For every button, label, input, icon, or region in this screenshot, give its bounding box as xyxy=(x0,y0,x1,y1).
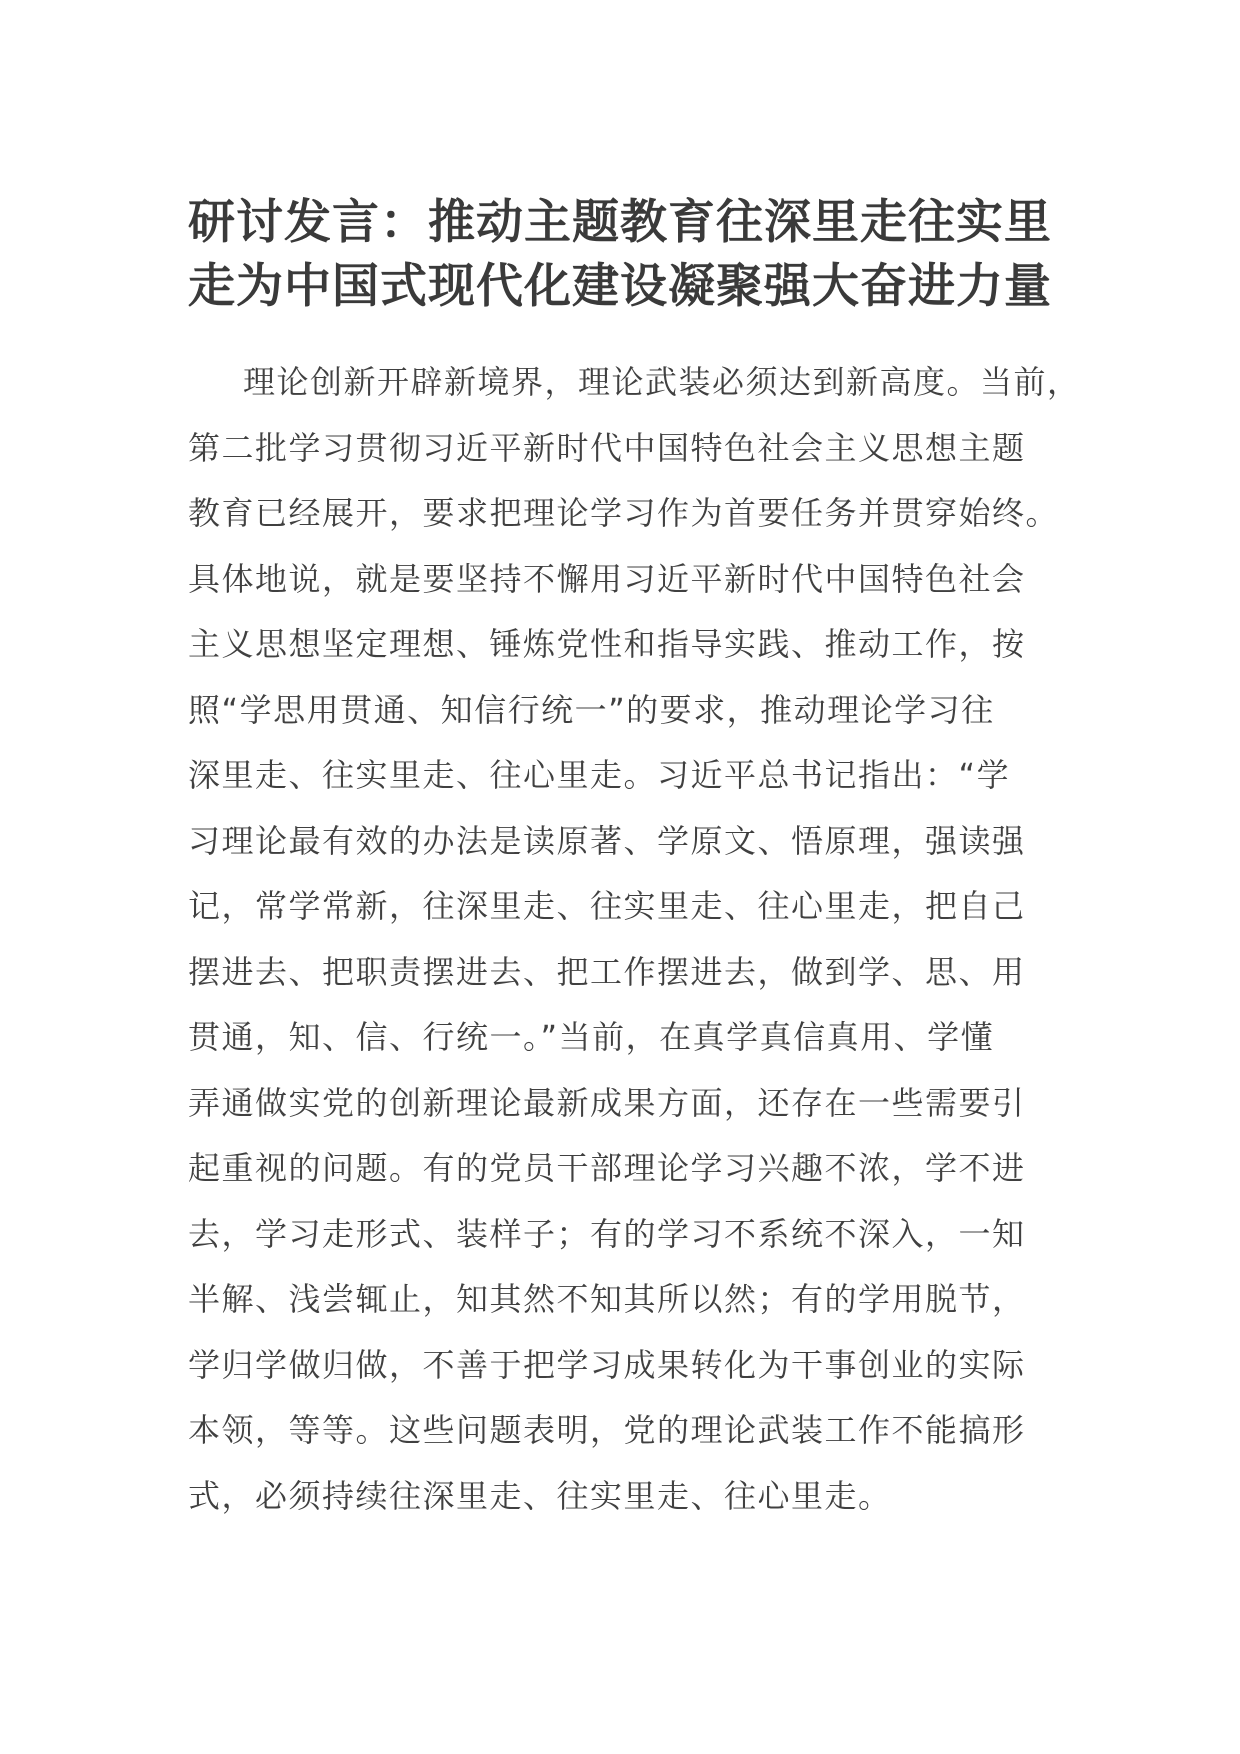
body-line: 贯通，知、信、行统一。”当前，在真学真信真用、学懂 xyxy=(188,1018,995,1056)
body-line: 起重视的问题。有的党员干部理论学习兴趣不浓，学不进 xyxy=(188,1149,1026,1187)
body-line: 深里走、往实里走、往心里走。习近平总书记指出：“学 xyxy=(188,756,1011,794)
body-line: 照“学思用贯通、知信行统一”的要求，推动理论学习往 xyxy=(188,690,995,729)
document-title-line-1: 研讨发言：推动主题教育往深里走往实里 xyxy=(188,195,1052,250)
document-body xyxy=(188,350,1081,1529)
body-line: 去，学习走形式、装样子；有的学习不系统不深入，一知 xyxy=(188,1214,1026,1253)
body-line: 式，必须持续往深里走、往实里走、往心里走。 xyxy=(188,1476,892,1515)
body-line: 本领，等等。这些问题表明，党的理论武装工作不能搞形 xyxy=(188,1411,1026,1449)
body-line: 理论创新开辟新境界，理论武装必须达到新高度。当前， xyxy=(243,363,1081,401)
body-line: 弄通做实党的创新理论最新成果方面，还存在一些需要引 xyxy=(188,1083,1026,1122)
document-title-line-2: 走为中国式现代化建设凝聚强大奋进力量 xyxy=(188,259,1052,314)
body-line: 主义思想坚定理想、锤炼党性和指导实践、推动工作，按 xyxy=(188,625,1026,663)
body-line: 具体地说，就是要坚持不懈用习近平新时代中国特色社会 xyxy=(188,559,1026,598)
body-line: 半解、浅尝辄止，知其然不知其所以然；有的学用脱节， xyxy=(188,1280,1026,1318)
body-line: 学归学做归做，不善于把学习成果转化为干事创业的实际 xyxy=(188,1345,1026,1384)
body-line: 摆进去、把职责摆进去、把工作摆进去，做到学、思、用 xyxy=(188,952,1026,991)
body-line: 习理论最有效的办法是读原著、学原文、悟原理，强读强 xyxy=(188,821,1026,860)
body-line: 教育已经展开，要求把理论学习作为首要任务并贯穿始终。 xyxy=(188,494,1060,532)
body-line: 记，常学常新，往深里走、往实里走、往心里走，把自己 xyxy=(188,887,1026,925)
body-line: 第二批学习贯彻习近平新时代中国特色社会主义思想主题 xyxy=(188,428,1026,467)
